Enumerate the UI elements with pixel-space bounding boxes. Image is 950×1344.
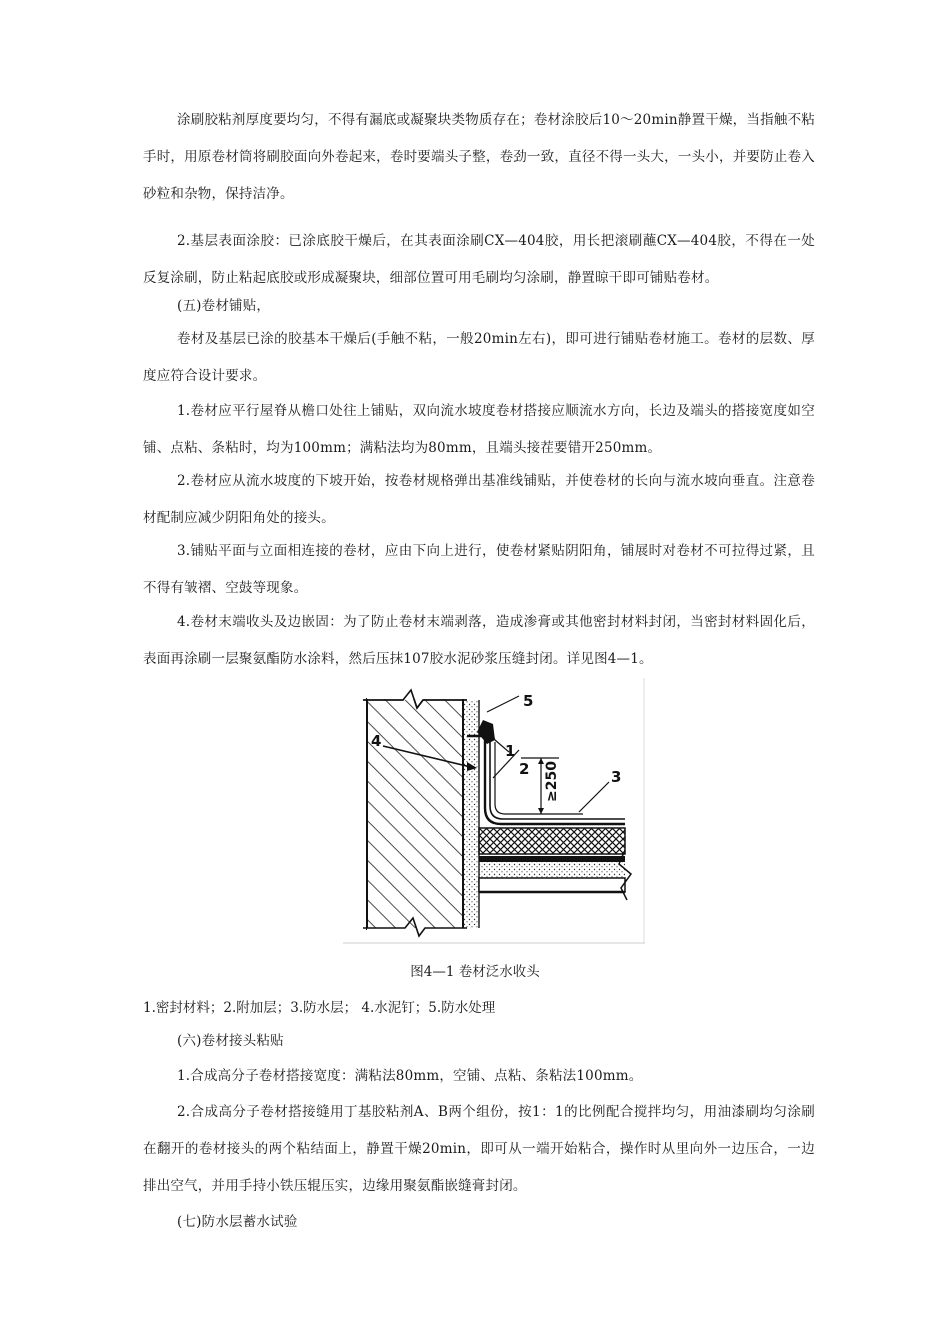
heading-section-7: (七)防水层蓄水试验 xyxy=(177,1214,298,1230)
paragraph-adhesive-thickness: 涂刷胶粘剂厚度要均匀，不得有漏底或凝聚块类物质存在；卷材涂胶后10～20min静置干燥，当指触不粘手时，用原卷材筒将刷胶面向外卷起来，卷时要端头子整，卷劲一致，直径不得一头大，一头小，并要防止卷入砂粒和杂物，保持洁净。 xyxy=(143,112,815,202)
dimension-label: ≥250 xyxy=(544,761,560,802)
paragraph-base-coating: 2.基层表面涂胶：已涂底胶干燥后，在其表面涂刷CX—404胶，用长把滚刷蘸CX—404胶，不得在一处反复涂刷，防止粘起底胶或形成凝聚块，细部位置可用毛刷均匀涂刷，静置晾干即可铺贴卷材。 xyxy=(143,233,815,286)
figure-legend: 1.密封材料；2.附加层；3.防水层； 4.水泥钉；5.防水处理 xyxy=(143,1000,496,1016)
paragraph-laying-rule-3: 3.铺贴平面与立面相连接的卷材，应由下向上进行，使卷材紧贴阴阳角，铺展时对卷材不可拉得过紧，且不得有皱褶、空鼓等现象。 xyxy=(143,543,815,596)
sealant-block xyxy=(477,720,495,744)
heading-section-6: (六)卷材接头粘贴 xyxy=(177,1033,284,1049)
paragraph-laying-rule-1: 1.卷材应平行屋脊从檐口处往上铺贴，双向流水坡度卷材搭接应顺流水方向，长边及端头的搭接宽度如空铺、点粘、条粘时，均为100mm；满粘法均为80mm，且端头接茬要错开250mm。 xyxy=(143,403,815,456)
flashing-detail-diagram xyxy=(343,678,645,944)
insulation-layer xyxy=(479,828,625,854)
paragraph-joint-adhesive: 2.合成高分子卷材搭接缝用丁基胶粘剂A、B两个组份，按1：1的比例配合搅拌均匀，用油漆刷均匀涂刷在翻开的卷材接头的两个粘结面上，静置干燥20min，即可从一端开始粘合，操作时从里向外一边压合，一边排出空气，并用手持小铁压辊压实，边缘用聚氨酯嵌缝膏封闭。 xyxy=(143,1104,815,1194)
label-4: 4 xyxy=(371,732,382,750)
label-5: 5 xyxy=(523,692,534,710)
label-1: 1 xyxy=(505,742,516,760)
heading-section-5: (五)卷材铺贴， xyxy=(177,298,271,314)
paragraph-joint-width: 1.合成高分子卷材搭接宽度：满粘法80mm，空铺、点粘、条粘法100mm。 xyxy=(177,1068,643,1084)
paragraph-laying-rule-4: 4.卷材末端收头及边嵌固：为了防止卷材末端剥落，造成渗膏或其他密封材料封闭，当密封材料固化后，表面再涂刷一层聚氨酯防水涂料，然后压抹107胶水泥砂浆压缝封闭。详见图4—1。 xyxy=(143,614,815,667)
label-3: 3 xyxy=(611,768,622,786)
figure-caption: 图4—1 卷材泛水收头 xyxy=(410,964,540,980)
figure-flashing-detail xyxy=(343,678,645,944)
paragraph-roll-laying-intro: 卷材及基层已涂的胶基本干燥后(手触不粘，一般20min左右)，即可进行铺贴卷材施工。卷材的层数、厚度应符合设计要求。 xyxy=(143,331,815,384)
label-2: 2 xyxy=(519,760,530,778)
plaster-layer xyxy=(463,700,479,928)
paragraph-laying-rule-2: 2.卷材应从流水坡度的下坡开始，按卷材规格弹出基准线铺贴，并使卷材的长向与流水坡向垂直。注意卷材配制应减少阴阳角处的接头。 xyxy=(143,473,815,526)
